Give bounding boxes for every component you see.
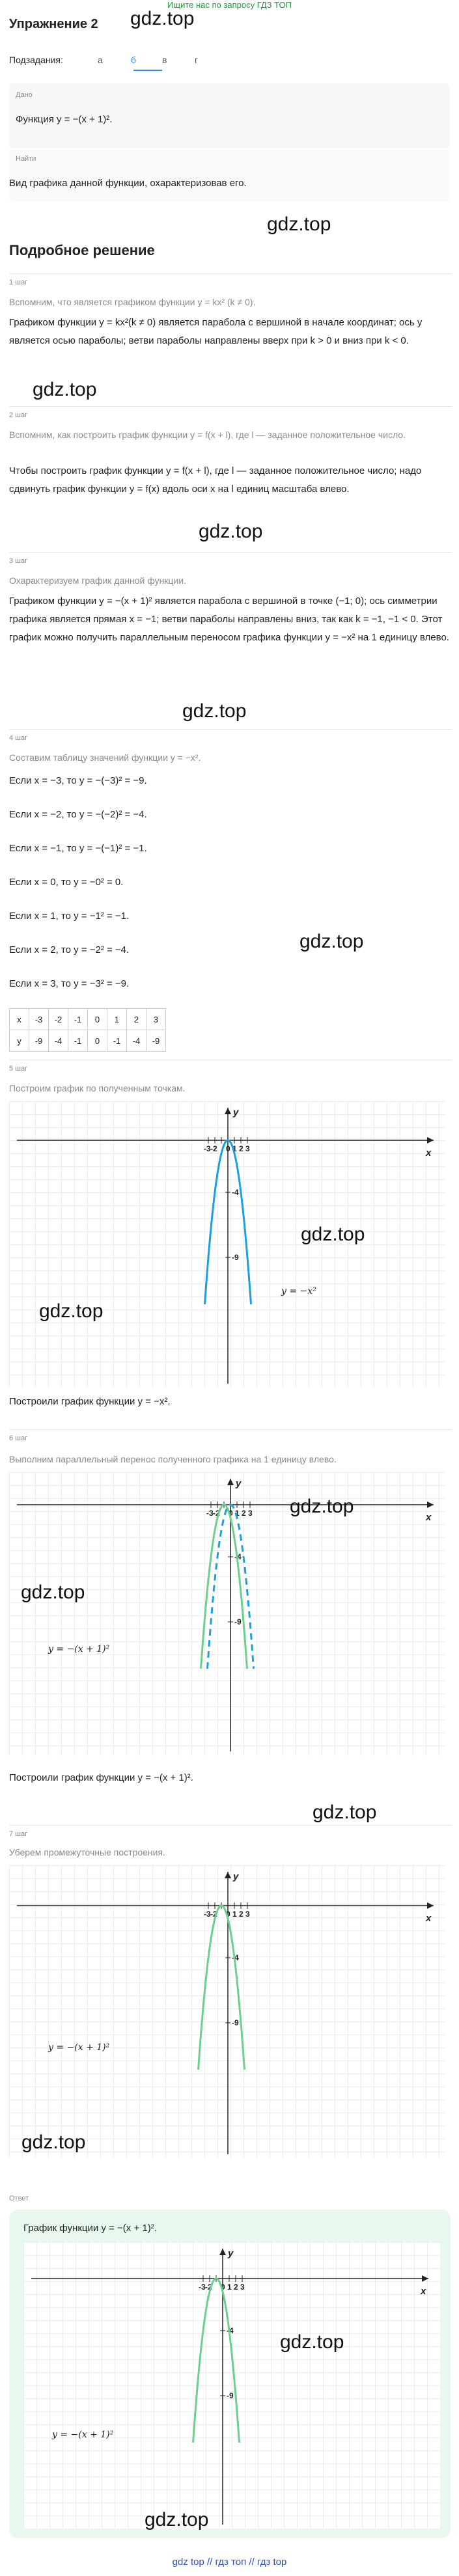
solution-title: Подробное решение: [9, 242, 155, 258]
step-3-body: Графиком функции y = −(x + 1)² является парабола с вершиной в точке (−1; 0); ось симметрии графика является прямая x = −1; ветви параболы направлены вниз, так как k = −1, −1 < 0. Этот график можно получить параллельным переносом графика функции y = −x² на 1 единицу влево.: [9, 596, 449, 643]
value-table: [9, 1008, 166, 1052]
watermark: gdz.top: [39, 1300, 104, 1322]
given-tag: Дано: [16, 91, 33, 99]
graph-shift: [9, 1472, 445, 1755]
x-tick-label: -3: [204, 1910, 211, 1919]
table-cell: -9: [29, 1030, 49, 1052]
y-axis-arrow: [219, 2249, 226, 2255]
y-axis-arrow: [225, 1872, 231, 1878]
step-4-line: Если x = 3, то y = −3² = −9.: [9, 978, 130, 989]
y-tick-label: -4: [234, 1552, 242, 1561]
step-4-line: Если x = −2, то y = −(−2)² = −4.: [9, 809, 147, 820]
y = −(x + 1)²: [193, 2279, 240, 2443]
answer-text: График функции y = −(x + 1)².: [23, 2223, 157, 2234]
table-row: [10, 1009, 166, 1030]
y-tick-label: -4: [232, 1188, 239, 1197]
graph-svg: [9, 1101, 445, 1388]
table-cell: -1: [68, 1009, 88, 1030]
table-cell: 0: [88, 1030, 107, 1052]
x-tick-label: 2: [242, 1509, 246, 1518]
step-2-body: Чтобы построить график функции y = f(x + l), где l — заданное положительное число; надо сдвинуть график функции y = f(x) вдоль оси x на l единиц масштаба влево.: [9, 465, 422, 495]
y = −(x + 1)²: [199, 1906, 245, 2070]
divider: [9, 1429, 452, 1430]
x-tick-label: 0: [226, 1144, 230, 1153]
x-tick-label: 1: [232, 1910, 237, 1919]
table-cell: x: [10, 1009, 29, 1030]
x-tick-label: -2: [210, 1144, 217, 1153]
step-4-line: Если x = 0, то y = −0² = 0.: [9, 877, 124, 888]
table-cell: 3: [146, 1009, 166, 1030]
x-axis-label: x: [426, 1147, 432, 1158]
x-tick-label: -2: [210, 1910, 217, 1919]
step-1-intro: Вспомним, что является графиком функции y = kx² (k ≠ 0).: [9, 297, 256, 307]
active-tab-indicator: [133, 70, 162, 71]
y-axis-arrow: [227, 1479, 234, 1485]
graph-svg: [23, 2242, 440, 2528]
step-3-intro: Охарактеризуем график данной функции.: [9, 575, 186, 586]
watermark: gdz.top: [145, 2509, 209, 2530]
y-axis-label: y: [228, 2248, 234, 2259]
curve-label: y = −x²: [281, 1286, 316, 1296]
step-4-intro: Составим таблицу значений функции y = −x².: [9, 752, 201, 763]
x-tick-label: 0: [226, 1910, 230, 1919]
step-1-body: Графиком функции y = kx²(k ≠ 0) является парабола с вершиной в начале координат; ось y является осью параболы; ветви параболы направлены вверх при k > 0 и вниз при k < 0.: [9, 317, 423, 346]
watermark: gdz.top: [290, 1496, 354, 1517]
x-tick-label: 2: [234, 2282, 238, 2292]
x-axis-label: x: [426, 1913, 432, 1924]
x-axis-arrow: [427, 1137, 434, 1144]
graph-minus-x2: [9, 1101, 445, 1388]
curve-label: y = −(x + 1)²: [48, 1644, 110, 1654]
graph-final: [9, 1865, 445, 2158]
step-4-line: Если x = 1, то y = −1² = −1.: [9, 911, 130, 922]
x-axis-arrow: [427, 1501, 434, 1508]
y-axis-label: y: [233, 1107, 239, 1118]
step-5-label: 5 шаг: [9, 1065, 28, 1073]
x-tick-label: 3: [248, 1509, 253, 1518]
x-tick-label: -3: [204, 1144, 211, 1153]
curve-label: y = −(x + 1)²: [48, 2042, 110, 2053]
watermark: gdz.top: [182, 700, 247, 722]
step-6-intro: Выполним параллельный перенос полученного графика на 1 единицу влево.: [9, 1454, 337, 1464]
footer-links[interactable]: gdz top // гдз топ // гдз top: [172, 2556, 287, 2568]
x-tick-label: 1: [235, 1509, 240, 1518]
x-tick-label: 0: [229, 1509, 233, 1518]
x-tick-label: 3: [245, 1910, 250, 1919]
x-axis-arrow: [427, 1902, 434, 1909]
graph-svg: [9, 1865, 445, 2158]
find-tag: Найти: [16, 155, 36, 163]
step-2-label: 2 шаг: [9, 411, 28, 419]
x-tick-label: 0: [221, 2282, 225, 2292]
x-tick-label: -2: [205, 2282, 212, 2292]
top-banner[interactable]: Ищите нас по запросу ГДЗ ТОП: [167, 0, 292, 10]
divider: [9, 406, 452, 407]
table-cell: -4: [127, 1030, 146, 1052]
watermark: gdz.top: [33, 379, 97, 400]
step-4-label: 4 шаг: [9, 734, 28, 742]
table-cell: -1: [107, 1030, 127, 1052]
step-6-label: 6 шаг: [9, 1434, 28, 1442]
divider: [9, 552, 452, 553]
exercise-title: Упражнение 2: [9, 17, 98, 31]
step-1-label: 1 шаг: [9, 279, 28, 286]
y-tick-label: -9: [234, 1617, 242, 1626]
table-cell: -9: [146, 1030, 166, 1052]
divider: [9, 273, 452, 274]
watermark: gdz.top: [130, 8, 195, 29]
y-axis-arrow: [225, 1108, 231, 1114]
x-tick-label: -3: [206, 1509, 214, 1518]
watermark: gdz.top: [267, 213, 331, 235]
y-tick-label: -9: [232, 2018, 239, 2027]
curve-label: y = −(x + 1)²: [52, 2430, 114, 2440]
table-cell: -1: [68, 1030, 88, 1052]
step-4-line: Если x = −1, то y = −(−1)² = −1.: [9, 843, 147, 854]
watermark: gdz.top: [299, 931, 364, 952]
find-text: Вид графика данной функции, охарактеризовав его.: [9, 178, 247, 189]
x-tick-label: -3: [199, 2282, 206, 2292]
table-cell: 1: [107, 1009, 127, 1030]
watermark: gdz.top: [280, 2331, 344, 2353]
divider: [9, 1825, 452, 1826]
subtask-tab-b[interactable]: б: [131, 55, 137, 65]
table-cell: -3: [29, 1009, 49, 1030]
subtask-tab-g[interactable]: г: [195, 55, 199, 65]
y-axis-label: y: [233, 1871, 239, 1882]
y-tick-label: -4: [227, 2326, 234, 2335]
x-tick-label: 1: [227, 2282, 232, 2292]
step-4-line: Если x = 2, то y = −2² = −4.: [9, 944, 130, 955]
y-axis-label: y: [236, 1478, 242, 1489]
subtask-tab-v[interactable]: в: [162, 55, 167, 65]
x-tick-label: 3: [245, 1144, 250, 1153]
x-axis-arrow: [422, 2275, 428, 2282]
subtask-tab-a[interactable]: а: [98, 55, 103, 65]
x-tick-label: 3: [240, 2282, 245, 2292]
table-cell: 0: [88, 1009, 107, 1030]
step-6-result: Построили график функции y = −(x + 1)².: [9, 1772, 193, 1783]
x-tick-label: 2: [239, 1144, 243, 1153]
x-tick-label: 2: [239, 1910, 243, 1919]
x-axis-label: x: [426, 1512, 432, 1523]
table-cell: 2: [127, 1009, 146, 1030]
divider: [9, 729, 452, 730]
x-axis-label: x: [421, 2286, 426, 2297]
subtasks-label: Подзадания:: [9, 55, 63, 65]
answer-tag: Ответ: [9, 2195, 29, 2202]
watermark: gdz.top: [301, 1224, 365, 1245]
watermark: gdz.top: [199, 521, 263, 542]
watermark: gdz.top: [21, 1582, 85, 1603]
graph-answer: [23, 2242, 440, 2528]
table-cell: -2: [49, 1009, 68, 1030]
step-7-intro: Уберем промежуточные построения.: [9, 1847, 165, 1857]
table-cell: y: [10, 1030, 29, 1052]
step-5-intro: Построим график по полученным точкам.: [9, 1083, 186, 1093]
step-3-label: 3 шаг: [9, 557, 28, 565]
table-row: [10, 1030, 166, 1052]
x-tick-label: -2: [213, 1509, 220, 1518]
y-tick-label: -4: [232, 1953, 239, 1962]
table-cell: -4: [49, 1030, 68, 1052]
step-4-line: Если x = −3, то y = −(−3)² = −9.: [9, 775, 147, 786]
step-7-label: 7 шаг: [9, 1830, 28, 1838]
step-5-result: Построили график функции y = −x².: [9, 1396, 171, 1407]
x-tick-label: 1: [232, 1144, 237, 1153]
watermark: gdz.top: [21, 2131, 86, 2153]
watermark: gdz.top: [313, 1802, 377, 1823]
graph-svg: [9, 1472, 445, 1755]
step-2-intro: Вспомним, как построить график функции y = f(x + l), где l — заданное положительное число.: [9, 430, 406, 440]
y-tick-label: -9: [232, 1253, 239, 1262]
given-text: Функция y = −(x + 1)².: [16, 114, 113, 125]
y-tick-label: -9: [227, 2391, 234, 2400]
